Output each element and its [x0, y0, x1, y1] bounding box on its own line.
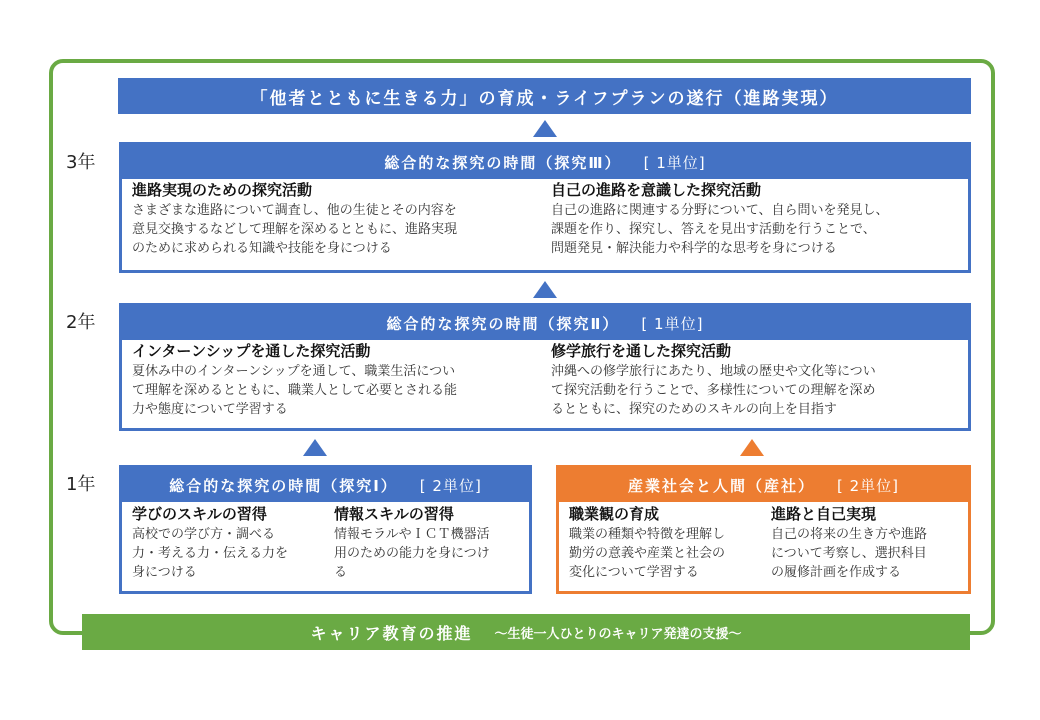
grade3-left-line: のために求められる知識や技能を身につける	[132, 241, 392, 256]
grade1-industry-right-title: 進路と自己実現	[771, 505, 877, 523]
grade1-inquiry-right-line: 用のための能力を身につけ	[334, 546, 490, 561]
grade1-inquiry-right	[334, 505, 524, 582]
grade2-left-title: インターンシップを通した探究活動	[132, 342, 371, 360]
grade3-box	[119, 142, 971, 273]
grade1-industry-left-line: 変化について学習する	[569, 565, 699, 580]
year-label-1: 1年	[66, 474, 96, 495]
grade2-left-line: 夏休み中のインターンシップを通して、職業生活につい	[132, 364, 456, 379]
grade1-industry-unit: [ 2単位]	[836, 476, 900, 495]
grade2-right-title: 修学旅行を通した探究活動	[550, 342, 731, 360]
grade1-inquiry-right-line: る	[334, 565, 348, 580]
up-arrow-icon	[303, 439, 327, 456]
grade1-industry-header	[559, 468, 968, 502]
grade2-right-line: て探究活動を行うことで、多様性についての理解を深め	[550, 383, 876, 398]
grade1-inquiry-right-line: 情報モラルやＩＣＴ機器活	[334, 527, 490, 542]
grade3-right	[551, 181, 960, 258]
grade3-right-line: 課題を作り、探究し、答えを見出す活動を行うことで、	[550, 222, 876, 237]
grade2-right-line: るとともに、探究のためのスキルの向上を目指す	[550, 402, 837, 417]
grade2-header	[122, 306, 968, 340]
goal-banner: 「他者とともに生きる力」の育成・ライフプランの遂行（進路実現）	[118, 78, 971, 114]
grade3-right-title: 自己の進路を意識した探究活動	[550, 181, 761, 199]
grade1-inquiry-right-title: 情報スキルの習得	[334, 505, 454, 523]
grade1-inquiry-left-line: 高校での学び方・調べる	[132, 527, 276, 542]
grade3-right-line: 問題発見・解決能力や科学的な思考を身につける	[550, 241, 837, 256]
grade1-industry-left-line: 職業の種類や特徴を理解し	[569, 527, 726, 542]
grade3-title: 総合的な探究の時間（探究Ⅲ）	[384, 153, 622, 172]
grade2-left-line: 力や態度について学習する	[132, 402, 288, 417]
grade2-box	[119, 303, 971, 431]
grade3-left	[132, 181, 551, 258]
grade1-industry-right-line: 自己の将来の生き方や進路	[771, 527, 928, 542]
grade1-inquiry-header	[122, 468, 529, 502]
grade1-inquiry-unit: [ 2単位]	[419, 476, 482, 495]
grade1-inquiry-left-title: 学びのスキルの習得	[132, 505, 267, 523]
grade1-inquiry-box	[119, 465, 532, 594]
year-label-3: 3年	[66, 152, 96, 173]
up-arrow-icon	[533, 120, 557, 137]
grade2-right	[551, 342, 960, 419]
grade2-right-line: 沖縄への修学旅行にあたり、地域の歴史や文化等につい	[550, 364, 876, 379]
grade1-industry-left-title: 職業観の育成	[569, 505, 660, 523]
grade3-right-line: 自己の進路に関連する分野について、自ら問いを発見し、	[550, 203, 889, 218]
grade3-unit: [ 1単位]	[643, 153, 706, 172]
up-arrow-icon	[533, 281, 557, 298]
grade1-industry-box	[556, 465, 971, 594]
career-title: キャリア教育の推進	[310, 623, 473, 643]
grade2-left-line: て理解を深めるとともに、職業人として必要とされる能	[132, 383, 458, 398]
grade2-unit: [ 1単位]	[641, 314, 704, 333]
grade1-inquiry-left-line: 身につける	[132, 565, 197, 580]
grade1-inquiry-left	[132, 505, 334, 582]
grade3-left-line: 意見交換するなどして理解を深めるとともに、進路実現	[132, 222, 458, 237]
grade2-left	[132, 342, 551, 419]
grade1-industry-left	[569, 505, 771, 582]
grade3-left-title: 進路実現のための探究活動	[132, 181, 313, 199]
career-subtitle: 〜生徒一人ひとりのキャリア発達の支援〜	[494, 626, 742, 642]
grade2-title: 総合的な探究の時間（探究Ⅱ）	[386, 314, 620, 333]
grade1-industry-left-line: 勤労の意義や産業と社会の	[569, 546, 726, 561]
up-arrow-icon	[740, 439, 764, 456]
grade1-industry-right	[771, 505, 963, 582]
year-label-2: 2年	[66, 312, 96, 333]
grade1-inquiry-left-line: 力・考える力・伝える力を	[132, 546, 289, 561]
grade1-industry-right-line: の履修計画を作成する	[771, 565, 902, 580]
grade3-header	[122, 145, 968, 179]
grade3-left-line: さまざまな進路について調査し、他の生徒とその内容を	[132, 203, 457, 218]
grade1-inquiry-title: 総合的な探究の時間（探究Ⅰ）	[169, 476, 398, 495]
grade1-industry-title: 産業社会と人間（産社）	[627, 476, 815, 495]
grade1-industry-right-line: について考察し、選択科目	[771, 546, 927, 561]
career-banner	[82, 614, 970, 650]
